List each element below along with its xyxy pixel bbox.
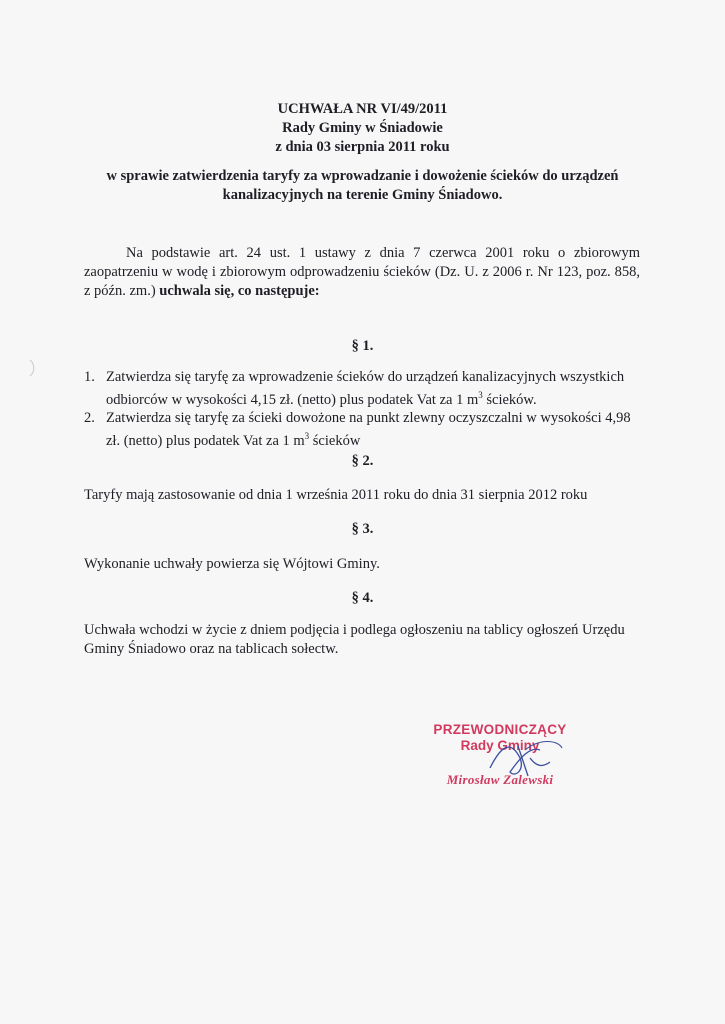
list-item-text-end: ścieków — [309, 432, 361, 449]
handwritten-signature — [470, 728, 580, 788]
list-item-number: 1. — [84, 369, 95, 385]
subject-line-1: w sprawie zatwierdzenia taryfy za wprowadzanie i dowożenie ścieków do urządzeń — [106, 168, 619, 184]
resolution-date: z dnia 03 sierpnia 2011 roku — [275, 139, 450, 155]
stamp-body: Rady Gminy — [460, 738, 540, 753]
section-2-text: Taryfy mają zastosowanie od dnia 1 września 2011 roku do dnia 31 sierpnia 2012 roku — [84, 487, 588, 503]
section-3-text: Wykonanie uchwały powierza się Wójtowi Gminy. — [84, 556, 380, 572]
legal-basis-paragraph — [84, 244, 640, 301]
subject-line-2: kanalizacyjnych na terenie Gminy Śniadowo. — [222, 187, 503, 203]
resolution-header — [0, 100, 725, 157]
list-item — [84, 368, 644, 409]
list-item-text: Zatwierdza się taryfę za wprowadzenie ścieków do urządzeń kanalizacyjnych wszystkich odbiorców w wysokości 4,15 zł. (netto) plus podatek Vat za 1 m — [106, 369, 625, 408]
resolution-number: UCHWAŁA NR VI/49/2011 — [277, 101, 448, 117]
scan-mark-icon — [28, 358, 38, 378]
section-4-text: Uchwała wchodzi w życie z dniem podjęcia i podlega ogłoszeniu na tablicy ogłoszeń Urzędu Gminy Śniadowo oraz na tablicach sołectw. — [84, 622, 625, 657]
stamp-name: Mirosław Zalewski — [446, 772, 554, 787]
resolution-subject — [60, 167, 665, 205]
list-item — [84, 409, 644, 450]
enactment-clause: uchwala się, co następuje: — [159, 283, 320, 299]
superscript: 3 — [478, 390, 483, 400]
list-item-text-end: ścieków. — [482, 391, 537, 408]
section-1-list — [84, 368, 644, 450]
section-3-heading: § 3. — [351, 521, 374, 537]
section-1-heading: § 1. — [351, 338, 374, 354]
list-item-text: Zatwierdza się taryfę za ścieki dowożone na punkt zlewny oczyszczalni w wysokości 4,98 zł. (netto) plus podatek Vat za 1 m — [106, 409, 631, 449]
superscript: 3 — [304, 430, 310, 441]
section-4-heading: § 4. — [351, 590, 374, 606]
section-2-heading: § 2. — [351, 453, 374, 469]
council-name: Rady Gminy w Śniadowie — [282, 120, 443, 136]
list-item-number: 2. — [84, 409, 95, 426]
legal-basis-text: Na podstawie art. 24 ust. 1 ustawy z dnia 7 czerwca 2001 roku o zbiorowym zaopatrzeniu w wodę i zbiorowym odprowadzeniu ścieków (Dz. U. z 2006 r. Nr 123, poz. 858, z późn. zm.) — [84, 245, 640, 299]
stamp-title: PRZEWODNICZĄCY — [433, 722, 567, 737]
